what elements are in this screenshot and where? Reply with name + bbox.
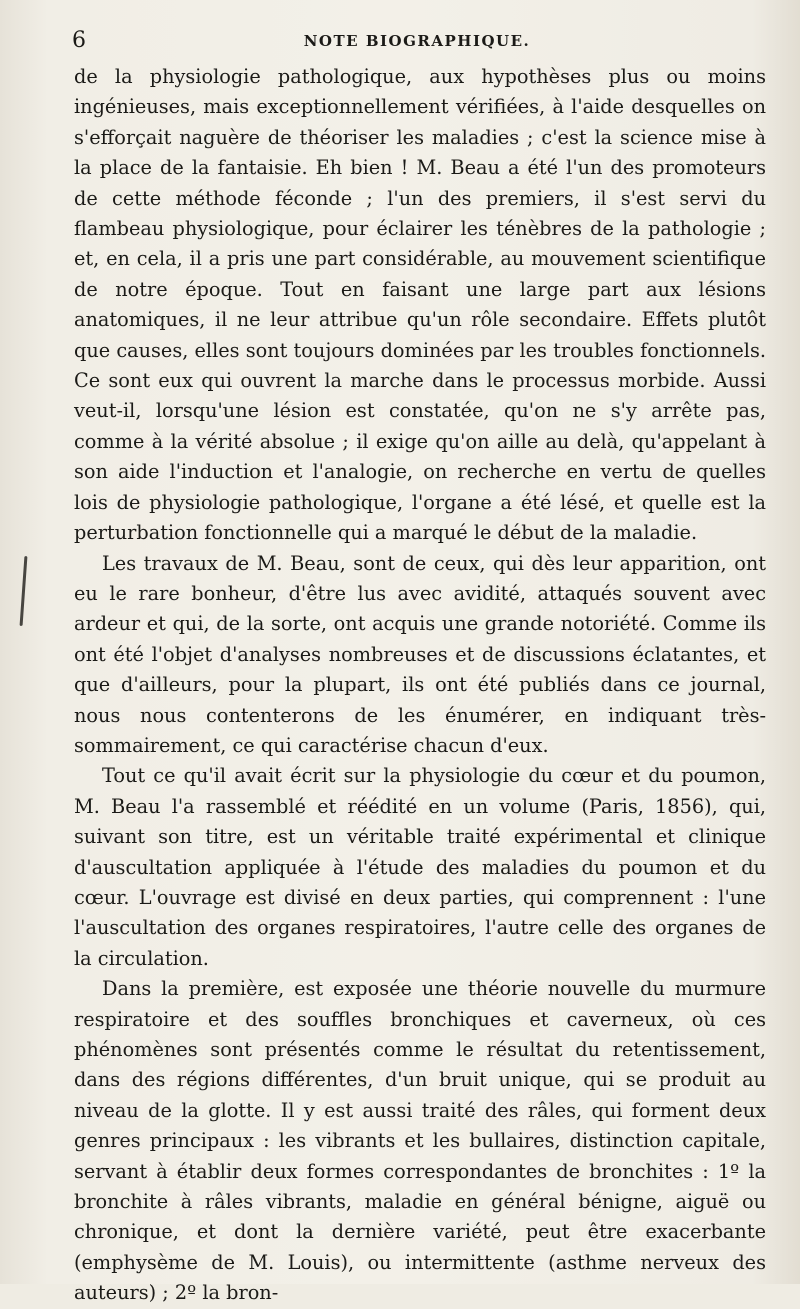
page-number: 6 <box>72 28 86 53</box>
margin-pencil-mark <box>20 556 28 626</box>
page-header <box>72 26 762 56</box>
paragraph-2: Les travaux de M. Beau, sont de ceux, qui dès leur apparition, ont eu le rare bonheur, d'être lus avec avidité, attaqués souvent avec ardeur et qui, de la sorte, ont acquis une grande notoriété. Comme ils ont été l'objet d'analyses nombreuses et de discussions éclatantes, et que d'ailleurs, pour la plupart, ils ont été publiés dans ce journal, nous nous contenterons de les énumérer, en indiquant très-sommairement, ce qui caractérise chacun d'eux. <box>74 551 766 757</box>
running-head: NOTE BIOGRAPHIQUE. <box>303 32 531 50</box>
paragraph-1: de la physiologie pathologique, aux hypothèses plus ou moins ingénieuses, mais exceptionnellement vérifiées, à l'aide desquelles on s'efforçait naguère de théoriser les maladies ; c'est la science mise à la place de la fantaisie. Eh bien ! M. Beau a été l'un des promoteurs de cette méthode féconde ; l'un des premiers, il s'est servi du flambeau physiologique, pour éclairer les ténèbres de la pathologie ; et, en cela, il a pris une part considérable, au mouvement scientifique de notre époque. Tout en faisant une large part aux lésions anatomiques, il ne leur attribue qu'un rôle secondaire. Effets plutôt que causes, elles sont toujours dominées par les troubles fonctionnels. Ce sont eux qui ouvrent la marche dans le processus morbide. Aussi veut-il, lorsqu'une lésion est constatée, qu'on ne s'y arrête pas, comme à la vérité absolue ; il exige qu'on aille au delà, qu'appelant à son aide l'induction et l'analogie, on recherche en vertu de quelles lois de physiologie pathologique, l'organe a été lésé, et quelle est la perturbation fonctionnelle qui a marqué le début de la maladie. <box>74 65 766 545</box>
page-body <box>74 62 766 1309</box>
paragraph-3: Tout ce qu'il avait écrit sur la physiologie du cœur et du poumon, M. Beau l'a rassemblé et réédité en un volume (Paris, 1856), qui, suivant son titre, est un véritable traité expérimental et clinique d'auscultation appliquée à l'étude des maladies du poumon et du cœur. L'ouvrage est divisé en deux parties, qui comprennent : l'une l'auscultation des organes respiratoires, l'autre celle des organes de la circulation. <box>74 764 766 970</box>
paragraph-4: Dans la première, est exposée une théorie nouvelle du murmure respiratoire et des souffles bronchiques et caverneux, où ces phénomènes sont présentés comme le résultat du retentissement, dans des régions différentes, d'un bruit unique, qui se produit au niveau de la glotte. Il y est aussi traité des râles, qui forment deux genres principaux : les vibrants et les bullaires, distinction capitale, servant à établir deux formes correspondantes de bronchites : 1º la bronchite à râles vibrants, maladie en général bénigne, aiguë ou chronique, et dont la dernière variété, peut être exacerbante (emphysème de M. Louis), ou intermittente (asthme nerveux des auteurs) ; 2º la bron- <box>74 977 766 1305</box>
